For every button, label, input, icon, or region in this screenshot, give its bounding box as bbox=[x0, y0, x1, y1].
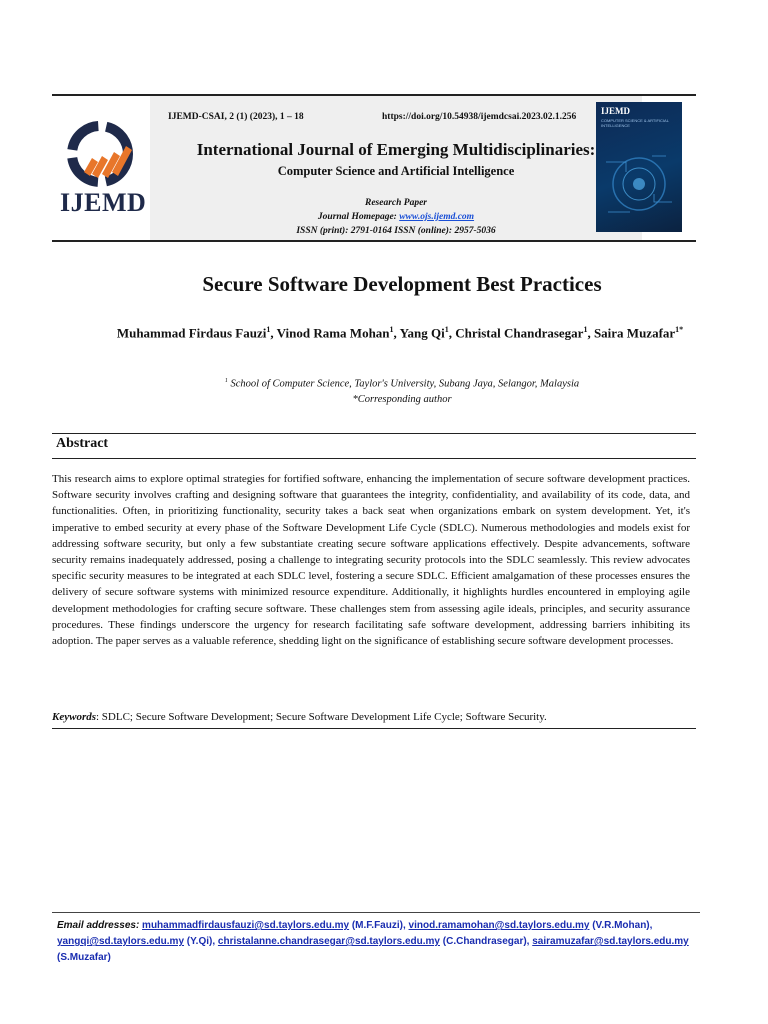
journal-homepage bbox=[150, 212, 642, 222]
footnote-rule bbox=[52, 912, 700, 913]
homepage-link[interactable]: www.ojs.ijemd.com bbox=[399, 212, 475, 222]
email-link[interactable]: vinod.ramamohan@sd.taylors.edu.my bbox=[408, 920, 590, 931]
email-owner: (C.Chandrasegar), bbox=[439, 936, 533, 947]
email-link[interactable]: christalanne.chandrasegar@sd.taylors.edu.my bbox=[217, 936, 440, 947]
email-link[interactable]: muhammadfirdausfauzi@sd.taylors.edu.my bbox=[142, 920, 350, 931]
journal-header bbox=[52, 94, 696, 242]
keywords-list: : SDLC; Secure Software Development; Secure Software Development Life Cycle; Software Security. bbox=[96, 711, 547, 723]
affiliation: School of Computer Science, Taylor's University, Subang Jaya, Selangor, Malaysia bbox=[230, 378, 580, 390]
affiliation-block bbox=[52, 374, 752, 407]
email-link[interactable]: yangqi@sd.taylors.edu.my bbox=[57, 936, 185, 947]
divider bbox=[52, 728, 696, 729]
cover-subtitle: COMPUTER SCIENCE & ARTIFICIAL INTELLIGENCE bbox=[601, 118, 669, 128]
author-name: Vinod Rama Mohan bbox=[276, 325, 390, 341]
author-affil-mark: 1 bbox=[389, 325, 394, 334]
author-name: Saira Muzafar bbox=[593, 325, 676, 341]
cover-title: IJEMD bbox=[601, 106, 630, 116]
author-name: Christal Chandrasegar bbox=[455, 325, 584, 341]
journal-cover-image bbox=[596, 102, 682, 232]
homepage-label: Journal Homepage: bbox=[317, 212, 400, 222]
logo-wordmark: IJEMD bbox=[60, 188, 147, 217]
journal-title: International Journal of Emerging Multidisciplinaries: bbox=[196, 140, 596, 159]
email-addresses: Email addresses: muhammadfirdausfauzi@sd.taylors.edu.my (M.F.Fauzi), vinod.ramamohan@sd.taylors.edu.my (V.R.Mohan), yangqi@sd.taylors.edu.my (Y.Qi), christalanne.chandrasegar@sd.taylors.edu.my (C.Chandrasegar), sairamuzafar@sd.taylors.edu.my (S.Muzafar) bbox=[57, 920, 689, 963]
email-link[interactable]: sairamuzafar@sd.taylors.edu.my bbox=[532, 936, 689, 947]
author-affil-mark: 1* bbox=[675, 325, 684, 334]
email-owner: (Y.Qi), bbox=[184, 936, 218, 947]
corresponding-note: *Corresponding author bbox=[352, 393, 452, 405]
doi-link[interactable]: https://doi.org/10.54938/ijemdcsai.2023.02.1.256 bbox=[382, 112, 577, 122]
author-name: Yang Qi bbox=[399, 325, 445, 341]
author-affil-mark: 1 bbox=[444, 325, 449, 334]
email-owner: (M.F.Fauzi), bbox=[349, 920, 409, 931]
issn: ISSN (print): 2791-0164 ISSN (online): 2957-5036 bbox=[296, 226, 496, 236]
divider bbox=[52, 433, 696, 434]
divider bbox=[52, 458, 696, 459]
journal-subtitle: Computer Science and Artificial Intelligence bbox=[277, 164, 515, 178]
keywords-label: Keywords bbox=[52, 711, 96, 723]
email-label: Email addresses bbox=[57, 920, 136, 931]
author-list: Muhammad Firdaus Fauzi$^1$, Vinod Rama Mohan$^1$, Yang Qi$^1$, Christal Chandrasegar$^1$, Saira Muzafar$^{1*}$ bbox=[116, 325, 684, 341]
keywords bbox=[52, 711, 696, 723]
author-affil-mark: 1 bbox=[266, 325, 271, 334]
author-name: Muhammad Firdaus Fauzi bbox=[116, 325, 267, 341]
citation: IJEMD-CSAI, 2 (1) (2023), 1 – 18 bbox=[168, 112, 304, 122]
author-affil-mark: 1 bbox=[583, 325, 588, 334]
affiliation-mark: 1 bbox=[224, 378, 228, 384]
paper-title: Secure Software Development Best Practices bbox=[202, 272, 602, 296]
paper-type: Research Paper bbox=[364, 198, 427, 208]
email-owner: (V.R.Mohan), bbox=[589, 920, 653, 931]
email-owner: (S.Muzafar) bbox=[57, 952, 111, 963]
abstract-heading: Abstract bbox=[56, 436, 109, 451]
abstract-text: This research aims to explore optimal strategies for fortified software, enhancing the implementation of secure software development practices. Software security involves crafting and designing software that guarantees the integrity, confidentiality, and availability of its code, data, and functionalities. Often, in prioritizing functionality, security takes a back seat when organizations embark on system development. Yet, it's imperative to embed security at every phase of the Software Development Life Cycle (SDLC). Numerous methodologies and models exist for addressing software security, but only a few substantiate creating secure software applications effectively. Despite advancements, software security remains inadequately addressed, posing a challenge to integrating security protocols into the SDLC seamlessly. This review advocates specific security measures to be integrated at each SDLC level, fostering a secure SDLC. Efficient amalgamation of these processes ensures the delivery of secure software systems with minimized resource expenditure. Additionally, it highlights hurdles encountered in employing agile development methodologies for crafting secure software. These challenges stem from assessing agile ideals, principles, and security assurance procedures. These findings underscore the urgency for research facilitating safe software development, addressing barriers inhibiting its adoption. The paper serves as a valuable reference, shedding light on the significance of establishing secure software development processes. bbox=[52, 473, 690, 648]
